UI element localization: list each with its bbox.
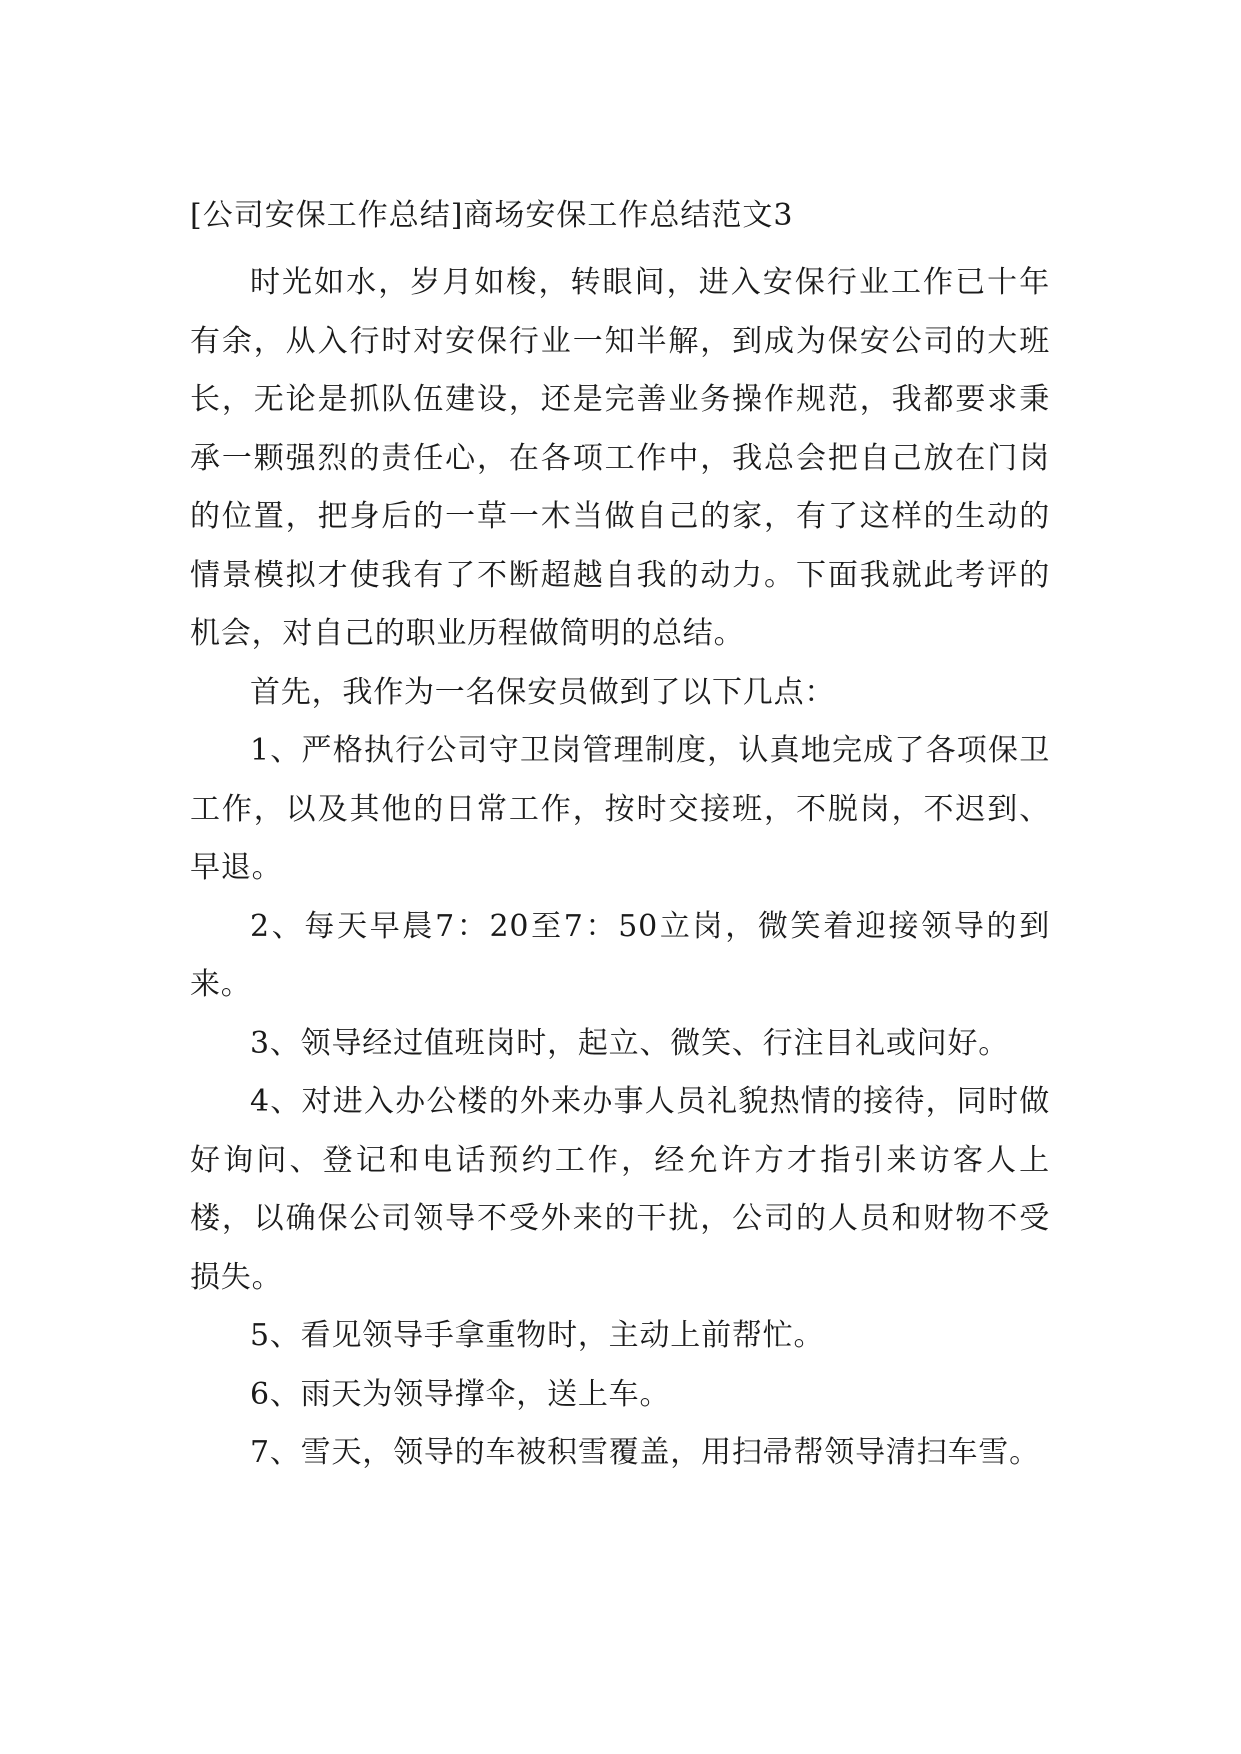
- document-body: [190, 196, 1050, 1483]
- list-item-4: 4、对进入办公楼的外来办事人员礼貌热情的接待，同时做好询问、登记和电话预约工作，经允许方才指引来访客人上楼，以确保公司领导不受外来的干扰，公司的人员和财物不受损失。: [190, 1084, 1050, 1295]
- paragraph-first-points: 首先，我作为一名保安员做到了以下几点：: [250, 674, 836, 710]
- list-item-7: 7、雪天，领导的车被积雪覆盖，用扫帚帮领导清扫车雪。: [250, 1435, 1040, 1470]
- list-item-5: 5、看见领导手拿重物时，主动上前帮忙。: [250, 1318, 825, 1353]
- list-item-2: 2、每天早晨7：20至7：50立岗，微笑着迎接领导的到来。: [190, 908, 1050, 1002]
- document-title: [公司安保工作总结]商场安保工作总结范文3: [190, 198, 794, 233]
- list-item-6: 6、雨天为领导撑伞，送上车。: [250, 1376, 671, 1412]
- list-item-1: 1、严格执行公司守卫岗管理制度，认真地完成了各项保卫工作，以及其他的日常工作，按时交接班，不脱岗，不迟到、早退。: [190, 733, 1050, 885]
- paragraph-intro: 时光如水，岁月如梭，转眼间，进入安保行业工作已十年有余，从入行时对安保行业一知半解，到成为保安公司的大班长，无论是抓队伍建设，还是完善业务操作规范，我都要求秉承一颗强烈的责任心，在各项工作中，我总会把自己放在门岗的位置，把身后的一草一木当做自己的家，有了这样的生动的情景模拟才使我有了不断超越自我的动力。下面我就此考评的机会，对自己的职业历程做简明的总结。: [190, 265, 1050, 651]
- list-item-3: 3、领导经过值班岗时，起立、微笑、行注目礼或问好。: [250, 1025, 1010, 1061]
